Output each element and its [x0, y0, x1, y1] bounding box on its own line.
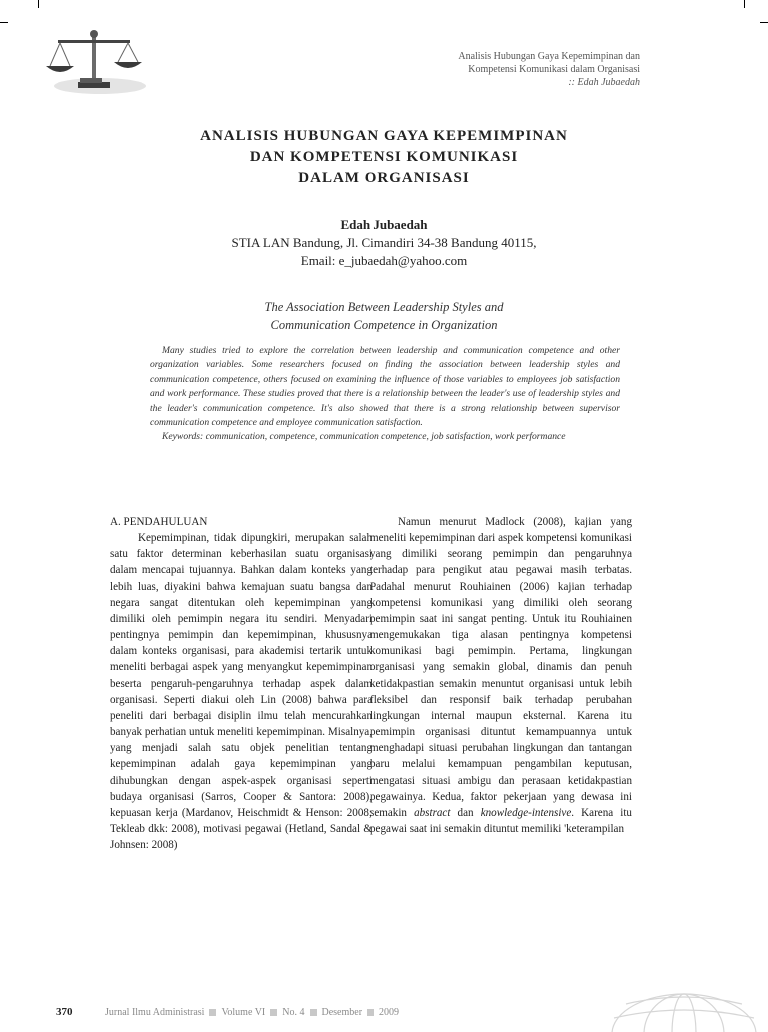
emphasis-abstract: abstract — [414, 806, 451, 819]
crop-mark-left — [0, 22, 8, 23]
english-title-line1: The Association Between Leadership Styles and — [264, 300, 504, 314]
title-line2: DAN KOMPETENSI KOMUNIKASI — [249, 149, 519, 165]
separator-square-icon — [310, 1009, 317, 1016]
running-head — [340, 50, 640, 89]
article-title — [120, 126, 648, 189]
crop-mark-top-right — [744, 0, 745, 8]
journal-name: Jurnal Ilmu Administrasi — [105, 1007, 205, 1018]
justice-scales-icon — [40, 26, 148, 98]
paragraph-left: Kepemimpinan, tidak dipungkiri, merupakan salah satu faktor determinan keberhasilan suatu organisasi dalam mencapai tujuannya. Bahkan dalam konteks yang lebih luas, diyakini bahwa kemajuan suatu bangsa dan negara sangat ditentukan oleh kepemimpinan yang dimiliki oleh pemimpin negara itu sendiri. Menyadari pentingnya pemimpin dan kepemimpinan, khususnya dalam konteks organisasi, para akademisi tertarik untuk meneliti berbagai aspek yang menyangkut kepemimpinan beserta pengaruh-pengaruhnya terhadap aspek dalam organisasi. Seperti diakui oleh Lin (2008) bahwa para peneliti dari berbagai disiplin ilmu telah mencurahkan banyak perhatian untuk meneliti kepemimpinan. Misalnya, yang menjadi salah satu objek penelitian tentang kepemimpinan adalah gaya kepemimpinan yang dihubungkan dengan aspek-aspek organisasi seperti budaya organisasi (Sarros, Cooper & Santora: 2008), kepuasan kerja (Mardanov, Heischmidt & Henson: 2008; Tekleab dkk: 2008), motivasi pegawai (Hetland, Sandal & Johnsen: 2008) — [110, 532, 372, 852]
journal-volume: Volume VI — [221, 1007, 266, 1018]
journal-month: Desember — [321, 1007, 363, 1018]
title-line1: ANALISIS HUBUNGAN GAYA KEPEMIMPINAN — [200, 128, 568, 144]
separator-square-icon — [270, 1009, 277, 1016]
author-name: Edah Jubaedah — [340, 217, 428, 232]
emphasis-knowledge-intensive: knowledge-intensive — [480, 806, 572, 819]
title-line3: DALAM ORGANISASI — [298, 170, 470, 186]
separator-square-icon — [367, 1009, 374, 1016]
author-email: Email: e_jubaedah@yahoo.com — [300, 253, 468, 268]
running-head-line1: Analisis Hubungan Gaya Kepemimpinan dan — [458, 51, 640, 62]
globe-watermark-icon — [600, 988, 768, 1032]
author-block — [120, 216, 648, 270]
paragraph-right-part1: Namun menurut Madlock (2008), kajian yang meneliti kepemimpinan dari aspek kompetensi komunikasi yang dimiliki seorang pemimpin dan pengaruhnya terhadap para pengikut atau pegawai masih terbatas. Padahal menurut Rouhiainen (2006) kajian terhadap kompetensi komunikasi yang dimiliki oleh seorang pemimpin saat ini sangat penting. Untuk itu Rouhiainen mengemukakan tiga alasan pentingnya kompetensi komunikasi bagi pemimpin. Pertama, lingkungan organisasi yang semakin global, dinamis dan penuh ketidakpastian semakin menuntut organisasi untuk lebih fleksibel dan responsif baik terhadap perubahan lingkungan internal maupun eksternal. Karena itu pemimpin organisasi dituntut kemampuannya untuk menghadapi situasi perubahan lingkungan dan tantangan baru melalui kemampuan pengambilan keputusan, mengatasi situasi ambigu dan perasaan ketidakpastian pegawainya. Kedua, faktor pekerjaan yang dewasa ini semakin — [370, 516, 632, 819]
running-head-line2: Kompetensi Komunikasi dalam Organisasi — [468, 64, 640, 75]
body-column-left — [110, 514, 372, 853]
abstract — [150, 344, 620, 445]
journal-year: 2009 — [379, 1007, 400, 1018]
english-title — [120, 298, 648, 334]
abstract-keywords: Keywords: communication, competence, communication competence, job satisfaction, work performance — [162, 431, 566, 443]
abstract-body: Many studies tried to explore the correlation between leadership and communication competence and other organization variables. Some researchers focused on finding the association between leadership styles and communication competence, others focused on examining the influence of those variables to employees job satisfaction and work performance. These studies proved that there is a relationship between the leader's use of leadership styles and the leader's communication competence. It's also showed that there is a strong relationship between supervisor communication competence and employee communication satisfaction. — [150, 345, 620, 429]
body-column-right — [370, 514, 632, 837]
running-head-author: :: Edah Jubaedah — [568, 77, 640, 88]
crop-mark-right — [760, 22, 768, 23]
paragraph-right — [370, 514, 632, 837]
journal-number: No. 4 — [282, 1007, 305, 1018]
crop-mark-top-left — [38, 0, 39, 8]
english-title-line2: Communication Competence in Organization — [270, 318, 498, 332]
author-affiliation: STIA LAN Bandung, Jl. Cimandiri 34-38 Bandung 40115, — [231, 235, 537, 250]
section-heading: A. PENDAHULUAN — [110, 516, 208, 528]
paragraph-right-and: dan — [450, 806, 481, 819]
separator-square-icon — [209, 1009, 216, 1016]
paragraph-right-part2: . Karena itu pegawai saat ini semakin dituntut memiliki 'keterampilan — [370, 806, 632, 835]
page-footer — [56, 1006, 399, 1018]
page-number: 370 — [56, 1006, 73, 1018]
